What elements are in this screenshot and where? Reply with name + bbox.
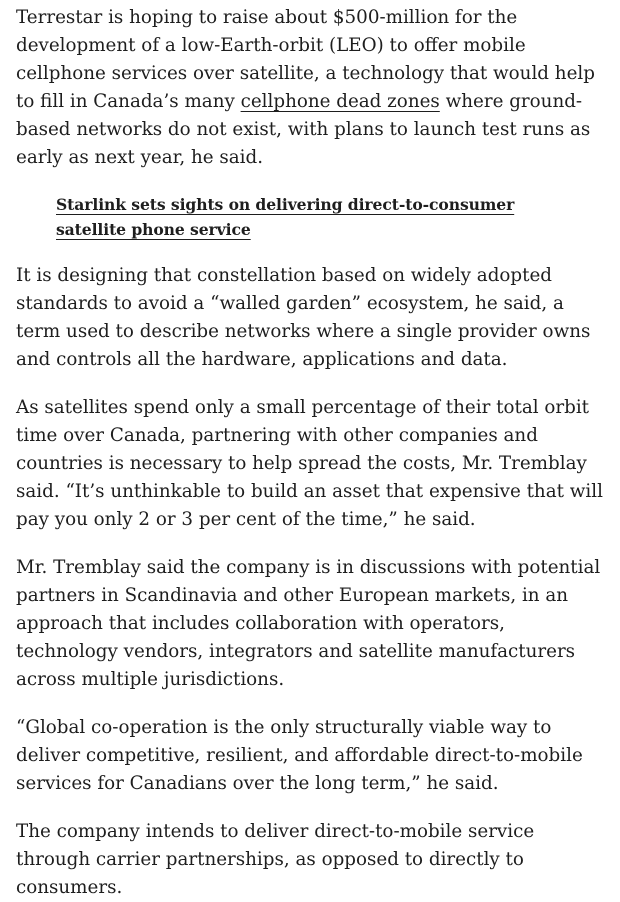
article-paragraph-1 — [16, 4, 604, 172]
cellphone-dead-zones-link[interactable]: cellphone dead zones — [240, 91, 440, 112]
article-paragraph-6: The company intends to deliver direct-to-mobile service through carrier partnerships, as opposed to directly to consumers. — [16, 821, 535, 898]
article-paragraph-3: As satellites spend only a small percentage of their total orbit time over Canada, partnering with other companies and countries is necessary to help spread the costs, Mr. Tremblay said. “It’s unthinkable to build an asset that expensive that will pay you only 2 or 3 per cent of the time,” he said. — [16, 397, 603, 530]
article-paragraph-5: “Global co-operation is the only structurally viable way to deliver competitive, resilient, and affordable direct-to-mobile services for Canadians over the long term,” he said. — [16, 717, 583, 794]
paragraph-text: where ground-based networks do not exist, with plans to launch test runs as early as next year, he said. — [16, 91, 591, 168]
article-paragraph-4: Mr. Tremblay said the company is in discussions with potential partners in Scandinavia and other European markets, in an approach that includes collaboration with operators, technology vendors, integrators and satellite manufacturers across multiple jurisdictions. — [16, 557, 601, 690]
paragraph-text: Terrestar is hoping to raise about $500-million for the development of a low-Earth-orbit (LEO) to offer mobile cellphone services over satellite, a technology that would help to fill in Canada’s many — [16, 7, 595, 112]
related-article-link[interactable]: Starlink sets sights on delivering direct-to-consumer satellite phone service — [56, 195, 515, 239]
related-article-link-block — [56, 192, 604, 242]
article-paragraph-2: It is designing that constellation based on widely adopted standards to avoid a “walled garden” ecosystem, he said, a term used to describe networks where a single provider owns and controls all the hardware, applications and data. — [16, 265, 591, 370]
